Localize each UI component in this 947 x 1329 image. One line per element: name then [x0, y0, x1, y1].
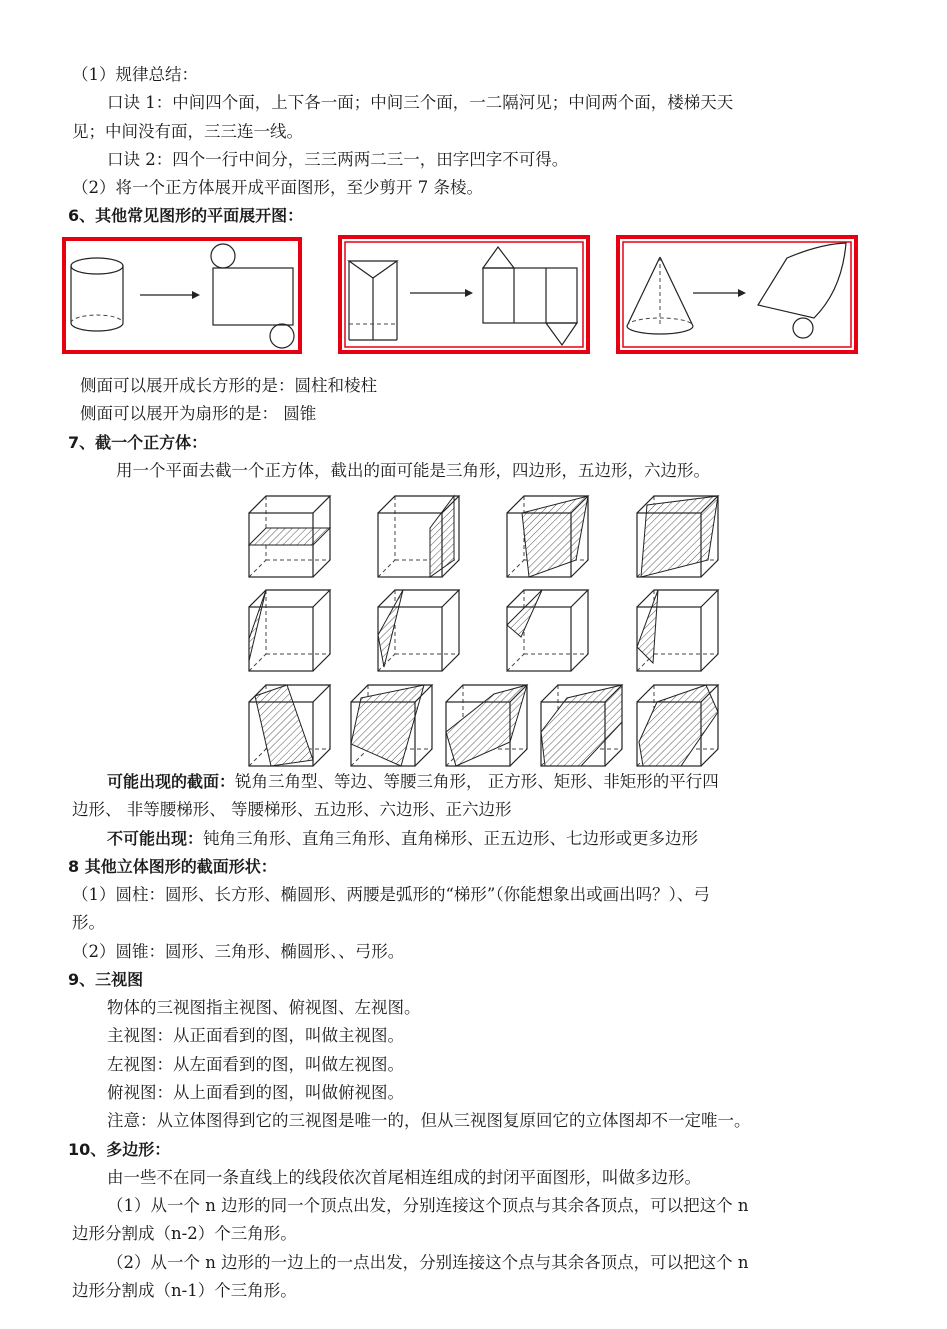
three-views-def: 物体的三视图指主视图、俯视图、左视图。: [107, 998, 421, 1017]
mnemonic-1-line-1: 口诀 1：中间四个面，上下各一面；中间三个面，一二隔河见；中间两个面，楼梯天天: [107, 93, 734, 112]
cube-section-8: [637, 590, 718, 671]
left-view-def: 左视图：从左面看到的图，叫做左视图。: [107, 1055, 404, 1074]
cube-section-7: [507, 590, 588, 671]
impossible-sections-text: 钝角三角形、直角三角形、直角梯形、正五边形、七边形或更多边形: [203, 829, 699, 848]
polygon-def: 由一些不在同一条直线上的线段依次首尾相连组成的封闭平面图形，叫做多边形。: [107, 1168, 701, 1187]
section-6-heading: 6、其他常见图形的平面展开图：: [68, 206, 304, 225]
polygon-rule-2-cont: 边形分割成（n-1）个三角形。: [72, 1281, 297, 1300]
cone-sections: （2）圆锥：圆形、三角形、椭圆形、、弓形。: [72, 942, 405, 961]
cube-section-3: [507, 496, 588, 577]
cylinder-sections-cont: 形。: [72, 913, 105, 932]
impossible-sections-label: 不可能出现：: [107, 829, 204, 848]
cut-edges-note: （2）将一个正方体展开成平面图形，至少剪开 7 条棱。: [72, 178, 483, 197]
cube-section-11: [446, 685, 527, 766]
cube-section-1: [249, 496, 330, 577]
section-9-heading: 9、三视图: [68, 970, 144, 989]
cylinder-sections: （1）圆柱：圆形、长方形、椭圆形、两腰是弧形的“梯形”（你能想象出或画出吗？）、弓: [72, 885, 710, 904]
possible-sections-cont: 边形、 非等腰梯形、 等腰梯形、五边形、六边形、正六边形: [72, 800, 512, 819]
possible-sections-text: 锐角三角型、等边、等腰三角形， 正方形、矩形、非矩形的平行四: [235, 772, 719, 791]
cube-section-4: [637, 496, 718, 577]
polygon-rule-1: （1）从一个 n 边形的同一个顶点出发，分别连接这个顶点与其余各顶点，可以把这个 n: [107, 1196, 749, 1215]
polygon-rule-1-cont: 边形分割成（n-2）个三角形。: [72, 1224, 297, 1243]
section-10-heading: 10、多边形：: [68, 1140, 171, 1159]
cube-section-2: [378, 496, 459, 577]
lateral-rectangle-note: 侧面可以展开成长方形的是：圆柱和棱柱: [80, 376, 377, 395]
cube-section-intro: 用一个平面去截一个正方体，截出的面可能是三角形，四边形，五边形，六边形。: [116, 461, 710, 480]
cube-section-12: [541, 685, 622, 766]
cube-section-5: [249, 590, 330, 671]
rule-summary-heading: （1）规律总结：: [72, 65, 198, 84]
cube-section-13: [637, 685, 718, 766]
section-7-heading: 7、截一个正方体：: [68, 433, 208, 452]
top-view-def: 俯视图：从上面看到的图，叫做俯视图。: [107, 1083, 404, 1102]
impossible-sections: [107, 828, 698, 850]
cube-section-9: [249, 685, 330, 766]
possible-sections: [107, 771, 719, 793]
polygon-rule-2: （2）从一个 n 边形的一边上的一点出发，分别连接这个点与其余各顶点，可以把这个 n: [107, 1253, 749, 1272]
lateral-sector-note: 侧面可以展开为扇形的是： 圆锥: [80, 404, 317, 423]
section-8-heading: 8 其他立体图形的截面形状：: [68, 857, 277, 876]
three-views-note: 注意：从立体图得到它的三视图是唯一的，但从三视图复原回它的立体图却不一定唯一。: [107, 1111, 751, 1130]
mnemonic-2: 口诀 2：四个一行中间分，三三两两二三一，田字凹字不可得。: [107, 150, 569, 169]
cube-section-6: [378, 590, 459, 671]
front-view-def: 主视图：从正面看到的图，叫做主视图。: [107, 1026, 404, 1045]
mnemonic-1-line-2: 见；中间没有面，三三连一线。: [72, 122, 303, 141]
cube-section-10: [351, 685, 432, 766]
possible-sections-label: 可能出现的截面：: [107, 772, 236, 791]
